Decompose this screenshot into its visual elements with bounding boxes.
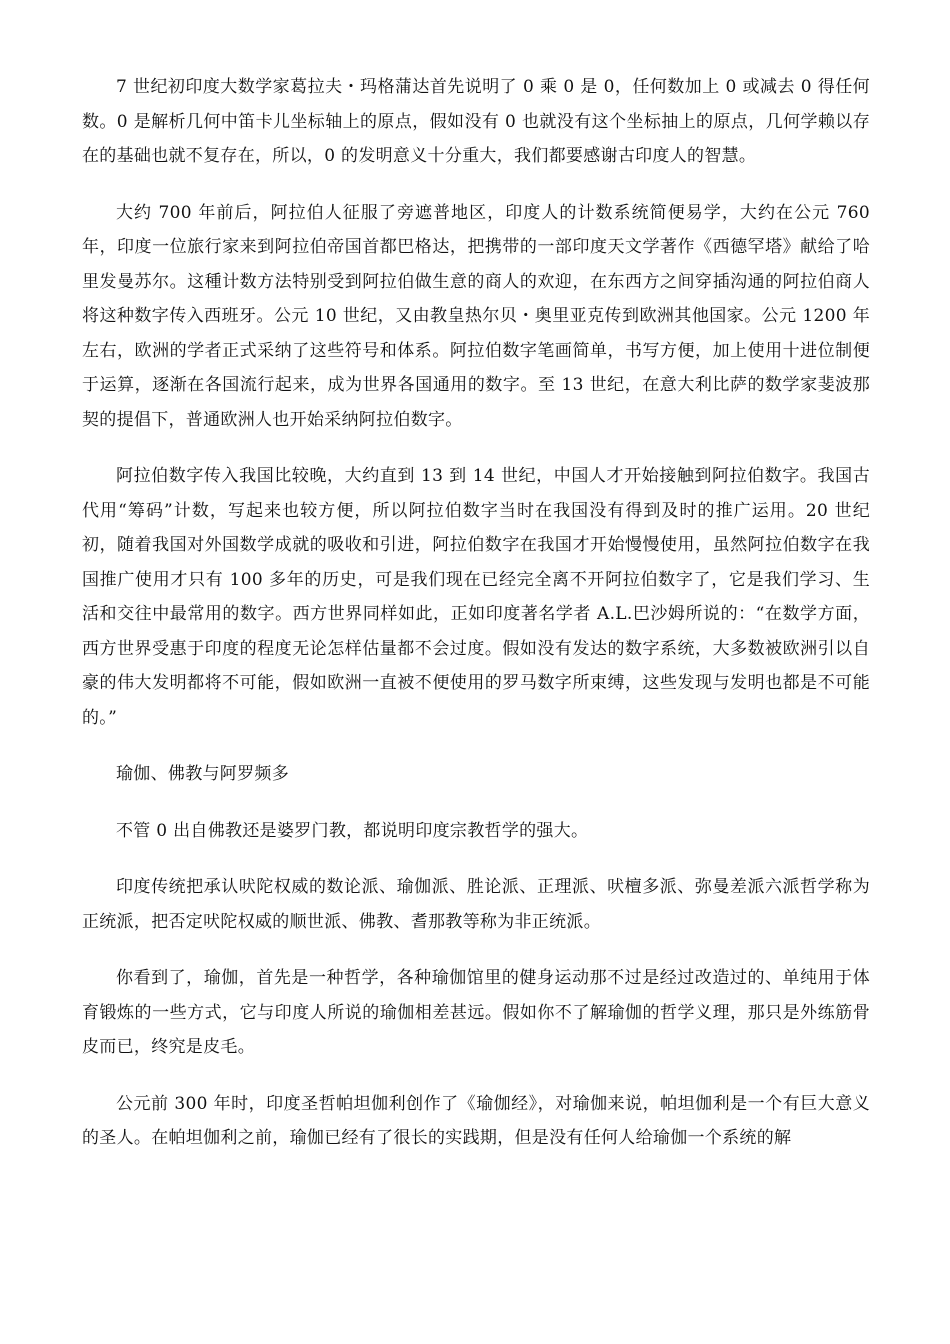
paragraph-patanjali: 公元前 300 年时，印度圣哲帕坦伽利创作了《瑜伽经》，对瑜伽来说，帕坦伽利是一个有巨大意义的圣人。在帕坦伽利之前，瑜伽已经有了很长的实践期，但是没有任何人给瑜伽一个系统的解 xyxy=(82,1093,870,1148)
paragraph-arabic-spread: 大约 700 年前后，阿拉伯人征服了旁遮普地区，印度人的计数系统简便易学，大约在公元 760 年，印度一位旅行家来到阿拉伯帝国首都巴格达，把携带的一部印度天文学著作《西德罕塔》献给了哈里发曼苏尔。这種计数方法特别受到阿拉伯做生意的商人的欢迎，在东西方之间穿插沟通的阿拉伯商人将这种数字传入西班牙。公元 10 世纪，又由教皇热尔贝・奥里亚克传到欧洲其他国家。公元 1200 年左右，欧洲的学者正式采纳了这些符号和体系。阿拉伯数字笔画简单，书写方便，加上使用十进位制便于运算，逐渐在各国流行起来，成为世界各国通用的数字。至 13 世纪，在意大利比萨的数学家斐波那契的提倡下，普通欧洲人也开始采纳阿拉伯数字。 xyxy=(82,202,870,430)
paragraph-china-adoption: 阿拉伯数字传入我国比较晚，大约直到 13 到 14 世纪，中国人才开始接触到阿拉伯数字。我国古代用“筹码”计数，写起来也较方便，所以阿拉伯数字当时在我国没有得到及时的推广运用。20 世纪初，随着我国对外国数学成就的吸收和引进，阿拉伯数字在我国才开始慢慢使用，虽然阿拉伯数字在我国推广使用才只有 100 多年的历史，可是我们现在已经完全离不开阿拉伯数字了，它是我们学习、生活和交往中最常用的数字。西方世界同样如此，正如印度著名学者 A.L.巴沙姆所说的：“在数学方面，西方世界受惠于印度的程度无论怎样估量都不会过度。假如没有发达的数字系统，大多数被欧洲引以自豪的伟大发明都将不可能，假如欧洲一直被不便使用的罗马数字所束缚，这些发现与发明也都是不可能的。” xyxy=(82,466,870,728)
paragraph-zero-origin: 7 世纪初印度大数学家葛拉夫・玛格蒲达首先说明了 0 乘 0 是 0，任何数加上 0 或减去 0 得任何数。0 是解析几何中笛卡儿坐标轴上的原点，假如没有 0 也就没有这个坐标抽上的原点，几何学赖以存在的基础也就不复存在，所以，0 的发明意义十分重大，我们都要感谢古印度人的智慧。 xyxy=(82,77,870,166)
document-page xyxy=(82,70,870,1178)
paragraph-yoga-philosophy: 你看到了，瑜伽，首先是一种哲学，各种瑜伽馆里的健身运动那不过是经过改造过的、单纯用于体育锻炼的一些方式，它与印度人所说的瑜伽相差甚远。假如你不了解瑜伽的哲学义理，那只是外练筋骨皮而已，终究是皮毛。 xyxy=(82,968,870,1057)
paragraph-religion: 不管 0 出自佛教还是婆罗门教，都说明印度宗教哲学的强大。 xyxy=(116,820,589,841)
paragraph-six-schools: 印度传统把承认吠陀权威的数论派、瑜伽派、胜论派、正理派、吠檀多派、弥曼差派六派哲学称为正统派，把否定吠陀权威的顺世派、佛教、耆那教等称为非正统派。 xyxy=(82,877,870,932)
section-heading: 瑜伽、佛教与阿罗频多 xyxy=(116,764,289,784)
